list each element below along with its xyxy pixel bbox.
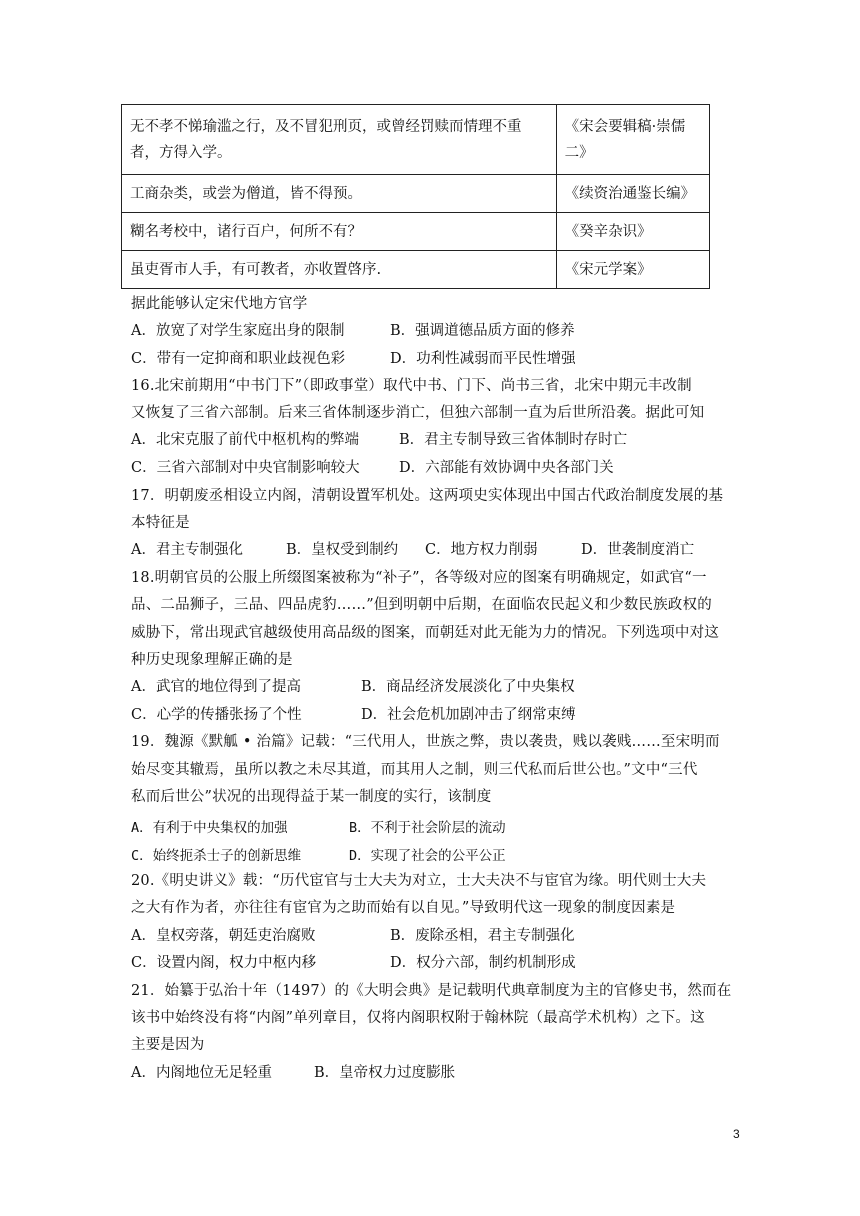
q18-option-c: C．心学的传播张扬了个性 xyxy=(131,707,302,723)
table-row xyxy=(122,251,710,289)
q16-stem-line-1: 16.北宋前期用“中书门下”（即政事堂）取代中书、门下、尚书三省，北宋中期元丰改制 xyxy=(131,378,692,394)
page-number: 3 xyxy=(733,1127,740,1141)
table-cell-source: 《宋会要辑稿·崇儒二》 xyxy=(556,105,709,175)
table-cell-text: 糊名考校中，诸行百户，何所不有？ xyxy=(122,213,557,251)
q21-stem-line-3: 主要是因为 xyxy=(131,1037,205,1053)
table-cell-source: 《宋元学案》 xyxy=(556,251,709,289)
q15-stem: 据此能够认定宋代地方官学 xyxy=(131,296,308,312)
q21-option-a: A．内阁地位无足轻重 xyxy=(131,1065,272,1081)
q16-option-b: B．君主专制导致三省体制时存时亡 xyxy=(399,432,628,448)
q18-option-b: B．商品经济发展淡化了中央集权 xyxy=(361,679,575,695)
q17-option-d: D．世袭制度消亡 xyxy=(581,542,695,558)
q16-option-a: A．北宋克服了前代中枢机构的弊端 xyxy=(131,432,359,448)
q21-option-b: B．皇帝权力过度膨胀 xyxy=(314,1065,456,1081)
table-row xyxy=(122,175,710,213)
q21-stem-line-1: 21．始纂于弘治十年（1497）的《大明会典》是记载明代典章制度为主的官修史书，然而在 xyxy=(131,983,732,999)
table-cell-text: 无不孝不悌瑜滥之行，及不冒犯刑页，或曾经罚赎而情理不重者，方得入学。 xyxy=(122,105,557,175)
q20-stem-line-1: 20.《明史讲义》载：“历代宦官与士大夫为对立，士大夫决不与宦官为缘。明代则士大夫 xyxy=(131,873,707,889)
q18-option-d: D．社会危机加剧冲击了纲常束缚 xyxy=(361,707,576,723)
q21-stem-line-2: 该书中始终没有将“内阁”单列章目，仅将内阁职权附于翰林院（最高学术机构）之下。这 xyxy=(131,1010,705,1026)
source-table xyxy=(121,104,710,289)
q18-option-a: A．武官的地位得到了提高 xyxy=(131,679,301,695)
q16-stem-line-2: 又恢复了三省六部制。后来三省体制逐步消亡，但独六部制一直为后世所沿袭。据此可知 xyxy=(131,405,705,421)
q20-option-a: A．皇权旁落，朝廷吏治腐败 xyxy=(131,928,316,944)
q19-option-d: D．实现了社会的公平公正 xyxy=(349,848,506,864)
q20-option-b: B．废除丞相，君主专制强化 xyxy=(390,928,575,944)
table-row xyxy=(122,105,710,175)
q18-stem-line-1: 18.明朝官员的公服上所缀图案被称为“补子”，各等级对应的图案有明确规定，如武官“一 xyxy=(131,570,707,586)
q19-option-b: B．不利于社会阶层的流动 xyxy=(349,820,506,836)
q19-stem-line-2: 始尽变其辙焉，虽所以教之未尽其道，而其用人之制，则三代私而后世公也。”文中“三代 xyxy=(131,762,698,778)
q20-option-d: D．权分六部，制约机制形成 xyxy=(390,955,576,971)
q18-stem-line-2: 品、二品狮子，三品、四品虎豹……”但到明朝中后期，在面临农民起义和少数民族政权的 xyxy=(131,597,712,613)
table-cell-source: 《续资治通鉴长编》 xyxy=(556,175,709,213)
q15-option-c: C．带有一定抑商和职业歧视色彩 xyxy=(131,351,346,367)
q19-stem-line-1: 19．魏源《默觚 • 治篇》记载：“三代用人，世族之弊，贵以袭贵，贱以袭贱……至宋明而 xyxy=(131,734,720,750)
q17-option-c: C．地方权力削弱 xyxy=(425,542,538,558)
table-row xyxy=(122,213,710,251)
q17-option-a: A．君主专制强化 xyxy=(131,542,243,558)
q19-option-c: C．始终扼杀士子的创新思维 xyxy=(131,848,302,864)
table-cell-text: 工商杂类，或尝为僧道，皆不得预。 xyxy=(122,175,557,213)
q20-stem-line-2: 之大有作为者，亦往往有宦官为之助而始有以自见。”导致明代这一现象的制度因素是 xyxy=(131,900,676,916)
q18-stem-line-3: 威胁下，常出现武官越级使用高品级的图案，而朝廷对此无能为力的情况。下列选项中对这 xyxy=(131,625,719,641)
q16-option-c: C．三省六部制对中央官制影响较大 xyxy=(131,460,360,476)
q17-stem-line-1: 17．明朝废丞相设立内阁，清朝设置军机处。这两项史实体现出中国古代政治制度发展的基 xyxy=(131,488,724,504)
q19-stem-line-3: 私而后世公”状况的出现得益于某一制度的实行，该制度 xyxy=(131,789,492,805)
q19-option-a: A．有利于中央集权的加强 xyxy=(131,820,288,836)
table-cell-text: 虽吏胥市人手，有可教者，亦收置啓序. xyxy=(122,251,557,289)
q20-option-c: C．设置内阁，权力中枢内移 xyxy=(131,955,317,971)
table-cell-source: 《癸辛杂识》 xyxy=(556,213,709,251)
q15-option-b: B．强调道德品质方面的修养 xyxy=(390,323,575,339)
q15-option-a: A．放宽了对学生家庭出身的限制 xyxy=(131,323,345,339)
q16-option-d: D．六部能有效协调中央各部门关 xyxy=(399,460,614,476)
q18-stem-line-4: 种历史现象理解正确的是 xyxy=(131,652,293,668)
q17-option-b: B．皇权受到制约 xyxy=(286,542,399,558)
q17-stem-line-2: 本特征是 xyxy=(131,515,190,531)
q15-option-d: D．功利性减弱而平民性增强 xyxy=(390,351,576,367)
